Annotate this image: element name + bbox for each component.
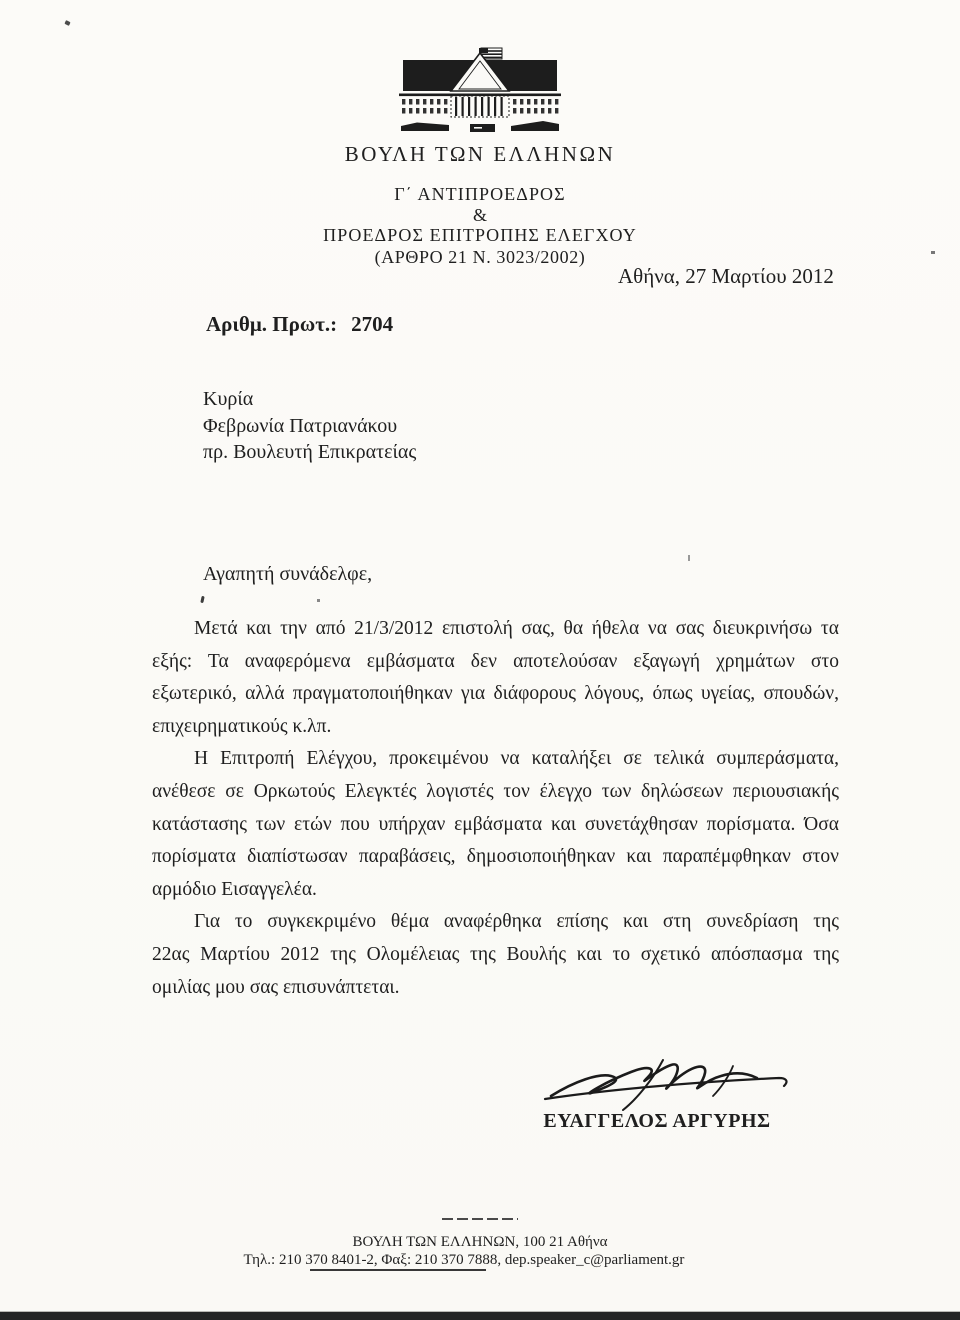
letter-date: Αθήνα, 27 Μαρτίου 2012: [618, 264, 834, 288]
scan-speck: [688, 555, 690, 561]
protocol-number: [206, 312, 393, 337]
office-title-law-reference: (ΑΡΘΡΟ 21 Ν. 3023/2002): [374, 247, 586, 267]
paragraph-line: αρμόδιο Εισαγγελέα.: [152, 878, 317, 900]
office-title-ampersand: &: [472, 205, 487, 225]
scan-speck: [317, 599, 320, 602]
recipient-honorific: Κυρία: [203, 388, 254, 410]
paragraph-line: πορίσματα διαπίστωσαν παραβάσεις, δημοσιοποιήθηκαν και παραπέμφθηκαν στον: [152, 846, 839, 868]
office-title-block: [0, 184, 960, 268]
footer-divider: [442, 1218, 518, 1220]
paragraph-line: εξής: Τα αναφερόμενα εμβάσματα δεν αποτελούσαν εξαγωγή χρημάτων στο: [152, 650, 839, 672]
paragraph-line: 22ας Μαρτίου 2012 της Ολομέλειας της Βουλής και το σχετικό απόσπασμα της: [152, 943, 839, 965]
organization-name: ΒΟΥΛΗ ΤΩΝ ΕΛΛΗΝΩΝ: [344, 142, 616, 166]
paragraph-line: Μετά και την από 21/3/2012 επιστολή σας, θα ήθελα να σας διευκρινήσω τα: [194, 618, 839, 639]
protocol-label: Αριθμ. Πρωτ.:: [206, 312, 338, 336]
scan-speck: [64, 20, 70, 26]
letter-body: [152, 560, 839, 1004]
office-title-line: ΠΡΟΕΔΡΟΣ ΕΠΙΤΡΟΠΗΣ ΕΛΕΓΧΟΥ: [323, 225, 637, 245]
footer-contact: Τηλ.: 210 370 8401-2, Φαξ: 210 370 7888, dep.speaker_c@parliament.gr: [243, 1252, 685, 1268]
footer-address: ΒΟΥΛΗ ΤΩΝ ΕΛΛΗΝΩΝ, 100 21 Αθήνα: [352, 1234, 608, 1250]
recipient-block: [203, 386, 416, 466]
paragraph-line: εξωτερικό, αλλά πραγματοποιήθηκαν για διάφορους λόγους, όπως υγείας, σπουδών,: [152, 683, 839, 705]
paragraph-line: επιχειρηματικούς κ.λπ.: [152, 715, 332, 737]
body-paragraph: [152, 743, 839, 906]
body-paragraph: [152, 613, 839, 743]
paragraph-line: κατάστασης των ετών που υπήρχαν εμβάσματα και συνετάχθησαν πορίσματα. Όσα: [152, 813, 839, 835]
protocol-value: 2704: [351, 312, 394, 336]
salutation: Αγαπητή συνάδελφε,: [203, 563, 373, 585]
paragraph-line: ομιλίας μου σας επισυνάπτεται.: [152, 976, 400, 998]
paragraph-line: Η Επιτροπή Ελέγχου, προκειμένου να καταλήξει σε τελικά συμπεράσματα,: [194, 748, 839, 770]
scan-speck: [931, 251, 935, 254]
handwritten-signature-icon: [543, 1052, 795, 1112]
parliament-emblem-icon: [395, 47, 565, 139]
paragraph-line: ανέθεσε σε Ορκωτούς Ελεγκτές λογιστές τον έλεγχο των δηλώσεων περιουσιακής: [152, 780, 839, 802]
signatory-name: ΕΥΑΓΓΕΛΟΣ ΑΡΓΥΡΗΣ: [543, 1110, 771, 1132]
scan-edge-strip: [0, 1311, 960, 1320]
recipient-name: Φεβρωνία Πατριανάκου: [203, 414, 398, 437]
paragraph-line: Για το συγκεκριμένο θέμα αναφέρθηκα επίσης και στη συνεδρίαση της: [194, 911, 839, 933]
footer: [0, 1218, 960, 1269]
recipient-title: πρ. Βουλευτή Επικρατείας: [203, 441, 417, 463]
office-title-line: Γ΄ ΑΝΤΙΠΡΟΕΔΡΟΣ: [394, 184, 566, 204]
scan-artifact-line: [310, 1269, 486, 1271]
body-paragraph: [152, 906, 839, 1004]
